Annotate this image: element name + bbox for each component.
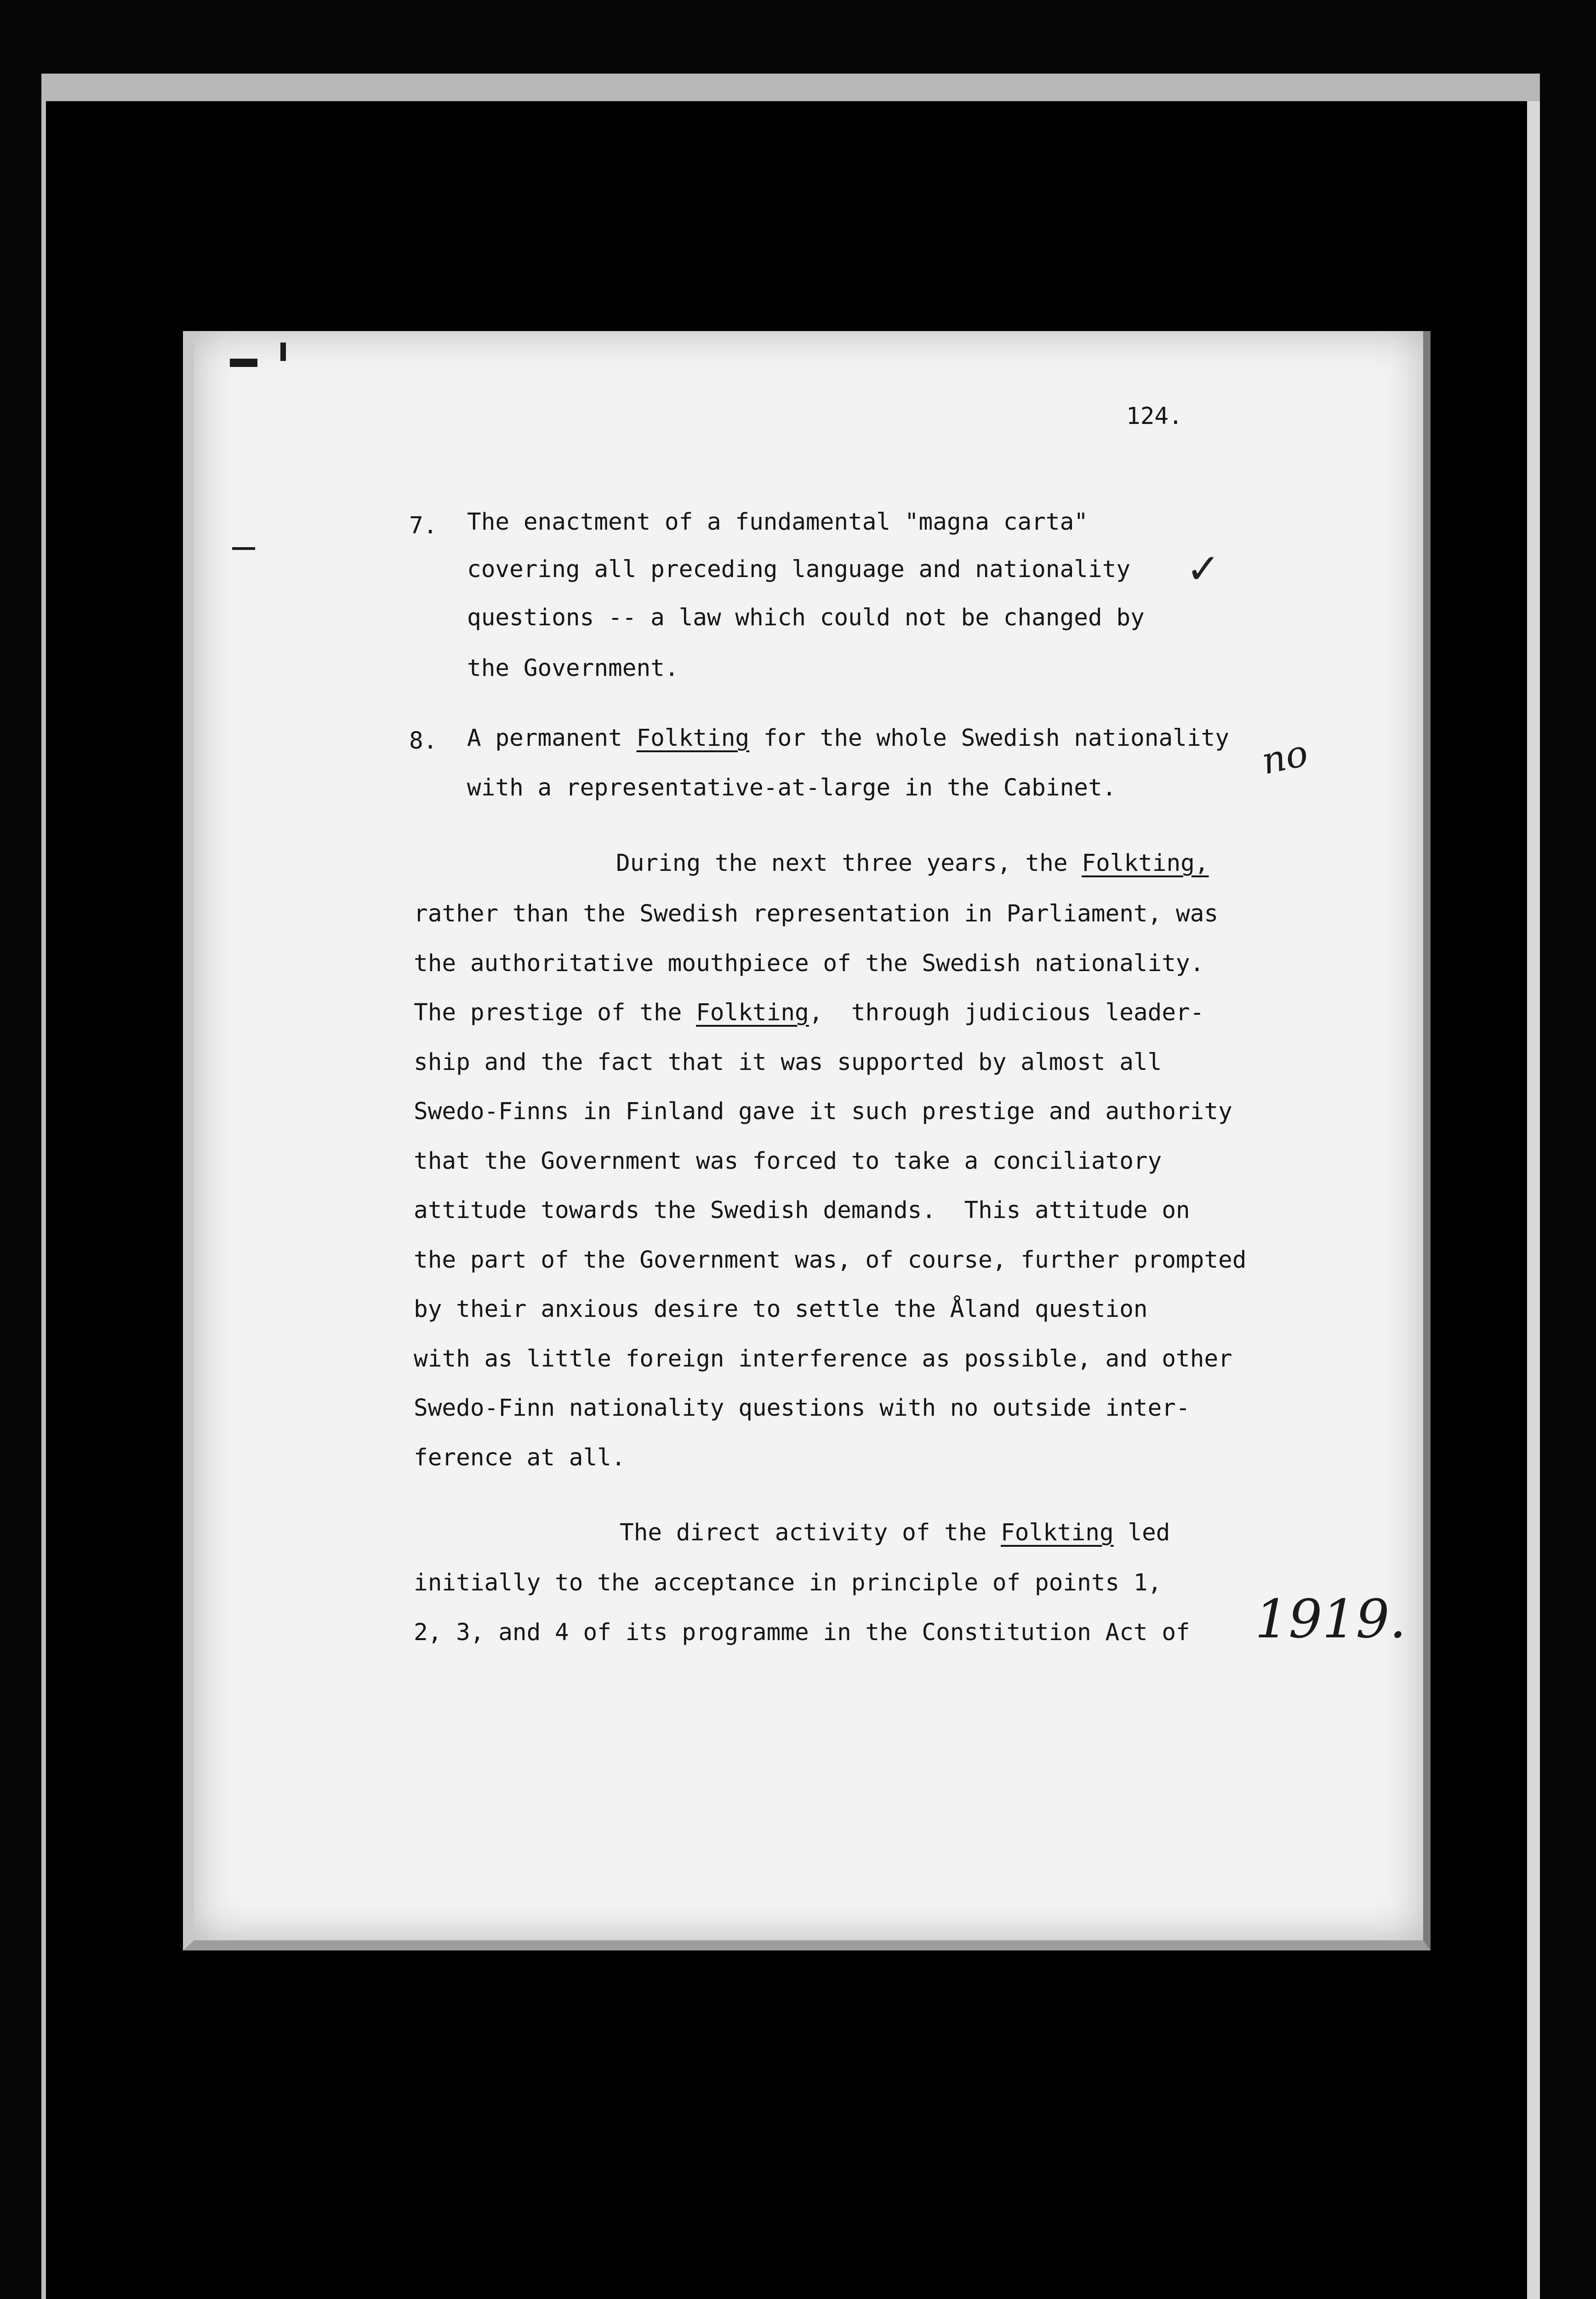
paragraph-2-line: initially to the acceptance in principle of points 1, <box>414 1569 1162 1596</box>
paragraph-1-line: The prestige of the Folkting, through judicious leader- <box>414 999 1204 1026</box>
item-7-line: questions -- a law which could not be changed by <box>467 604 1145 631</box>
margin-mark <box>232 547 255 550</box>
paragraph-2-line: The direct activity of the Folkting led <box>620 1519 1170 1546</box>
item-7-line: the Government. <box>467 655 679 682</box>
item-8-marker: 8. <box>409 727 438 755</box>
item-8-line: with a representative-at-large in the Cabinet. <box>467 774 1117 801</box>
item-7-marker: 7. <box>409 512 438 539</box>
item-8-line: A permanent Folkting for the whole Swedish nationality <box>467 725 1230 752</box>
paragraph-1-line: Swedo-Finn nationality questions with no outside inter- <box>414 1395 1190 1422</box>
microfilm-frame-top-edge <box>41 74 1540 101</box>
paragraph-1-line: During the next three years, the Folkting, <box>616 850 1209 877</box>
handwritten-margin-note: no <box>1258 731 1312 783</box>
paragraph-1-line: the authoritative mouthpiece of the Swedish nationality. <box>414 950 1204 977</box>
check-mark: ✓ <box>1186 545 1221 593</box>
paragraph-1-line: rather than the Swedish representation in Parliament, was <box>414 900 1219 927</box>
folkting-underlined: Folkting <box>636 725 750 752</box>
handwritten-year: 1919. <box>1255 1589 1407 1650</box>
paragraph-1-line: ship and the fact that it was supported by almost all <box>414 1049 1162 1076</box>
page-smudge <box>230 359 257 367</box>
paragraph-1-line: attitude towards the Swedish demands. This attitude on <box>414 1197 1190 1224</box>
paragraph-2-line: 2, 3, and 4 of its programme in the Constitution Act of <box>414 1619 1190 1646</box>
item-7-line: covering all preceding language and nationality <box>467 556 1131 583</box>
paragraph-1-line: with as little foreign interference as possible, and other <box>414 1345 1232 1373</box>
paragraph-1-line: that the Government was forced to take a conciliatory <box>414 1148 1162 1175</box>
paragraph-1-line: ference at all. <box>414 1444 626 1471</box>
paragraph-1-line: the part of the Government was, of course, further prompted <box>414 1247 1247 1274</box>
item-7-line: The enactment of a fundamental "magna carta" <box>467 509 1089 536</box>
paragraph-1-line: by their anxious desire to settle the Åland question <box>414 1296 1148 1323</box>
page-number: 124. <box>1126 403 1183 430</box>
paragraph-1-line: Swedo-Finns in Finland gave it such prestige and authority <box>414 1098 1232 1125</box>
page-smudge-2 <box>280 343 286 361</box>
